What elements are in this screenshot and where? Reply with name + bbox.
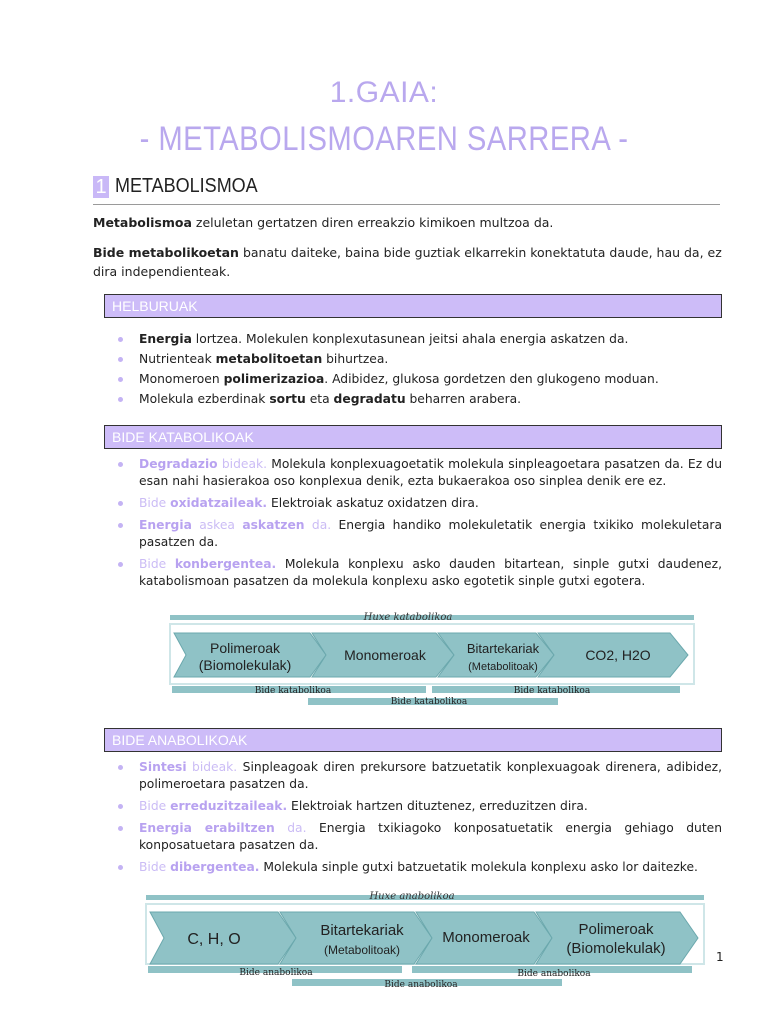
bullet-icon [118, 377, 123, 382]
step-label: Monomeroak [442, 929, 530, 946]
step-label: Bitartekariak [320, 922, 404, 939]
anabolikoak-heading: BIDE ANABOLIKOAK [104, 728, 722, 752]
bullet-icon [118, 765, 123, 770]
list-item: Sintesi bideak. Sinpleagoak diren prekursore batzuetatik konplexuagoak direnera, adibidez, polimeroetara pasatzen da. [118, 759, 722, 793]
step-label: C, H, O [187, 931, 241, 948]
step-sublabel: (Biomolekulak) [566, 940, 666, 957]
katabolikoak-list [118, 456, 722, 590]
bullet-icon [118, 804, 123, 809]
list-item: Bide oxidatzaileak. Elektroiak askatuz oxidatzen dira. [118, 495, 722, 512]
page-number: 1 [716, 950, 724, 964]
pathway-label: Bide katabolikoa [390, 697, 468, 707]
intro-1-bold: Metabolismoa [93, 215, 192, 230]
pathway-label: Bide anabolikoa [517, 969, 591, 979]
step-label: Bitartekariak [466, 641, 540, 656]
section-heading [93, 174, 720, 205]
bullet-icon [118, 523, 123, 528]
diagram-caption: Huxe katabolikoa [363, 612, 453, 623]
bullet-icon [118, 462, 123, 467]
intro-2-text: banatu daiteke, baina bide guztiak elkarrekin konektatuta daude, hau da, ez dira independienteak. [93, 245, 722, 279]
title-line-1: 1.GAIA: [329, 76, 439, 109]
pathway-label: Bide anabolikoa [239, 968, 313, 978]
title-line-2: - METABOLISMOAREN SARRERA - [139, 120, 629, 158]
step-sublabel: (Metabolitoak) [323, 943, 401, 957]
step-sublabel: (Biomolekulak) [198, 657, 292, 673]
bullet-icon [118, 826, 123, 831]
list-item: Energia erabiltzen da. Energia txikiagoko konposatuetatik energia gehiago duten konposatuetara pasatzen da. [118, 820, 722, 854]
intro-1-text: zeluletan gertatzen diren erreakzio kimikoen multzoa da. [191, 215, 554, 230]
helburuak-heading: HELBURUAK [104, 294, 722, 318]
step-label: Polimeroak [578, 921, 654, 938]
bullet-icon [118, 357, 123, 362]
bullet-icon [118, 501, 123, 506]
list-item: Bide erreduzitzaileak. Elektroiak hartzen dituztenez, erreduzitzen dira. [118, 798, 722, 815]
catabolic-flow-diagram [168, 608, 698, 712]
section-number: 1 [93, 176, 109, 198]
helburuak-list [118, 331, 722, 408]
katabolikoak-heading: BIDE KATABOLIKOAK [104, 425, 722, 449]
anabolic-flow-diagram [144, 886, 708, 992]
intro-2-bold: Bide metabolikoetan [93, 245, 239, 260]
section-label: METABOLISMOA [115, 175, 258, 197]
list-item: Energia askea askatzen da. Energia handiko molekuletatik energia txikiko molekuletara pasatzen da. [118, 517, 722, 551]
bullet-icon [118, 865, 123, 870]
list-item: Nutrienteak metabolitoetan bihurtzea. [118, 351, 722, 368]
list-item: Molekula ezberdinak sortu eta degradatu beharren arabera. [118, 391, 722, 408]
list-item: Bide konbergentea. Molekula konplexu asko dauden bitartean, sinple gutxi daudenez, katabolismoan pasatzen da molekula konplexu asko egotetik sinple gutxi egotera. [118, 556, 722, 590]
bullet-icon [118, 397, 123, 402]
anabolikoak-list [118, 759, 722, 876]
step-label: Polimeroak [209, 640, 281, 656]
list-item: Bide dibergentea. Molekula sinple gutxi batzuetatik molekula konplexu asko lor daitezke. [118, 859, 722, 876]
list-item: Monomeroen polimerizazioa. Adibidez, glukosa gordetzen den glukogeno moduan. [118, 371, 722, 388]
pathway-label: Bide anabolikoa [384, 980, 458, 990]
list-item: Energia lortzea. Molekulen konplexutasunean jeitsi ahala energia askatzen da. [118, 331, 722, 348]
pathway-label: Bide katabolikoa [513, 686, 591, 696]
step-label: CO2, H2O [585, 647, 651, 663]
intro-paragraph-1 [93, 213, 723, 232]
list-item: Degradazio bideak. Molekula konplexuagoetatik molekula sinpleagoetara pasatzen da. Ez du esan nahi hasierakoa oso konplexua denik, ezta bukaerakoa oso sinplea denik ere ez. [118, 456, 722, 490]
step-label: Monomeroak [344, 647, 426, 663]
diagram-caption: Huxe anabolikoa [369, 891, 455, 902]
pathway-label: Bide katabolikoa [254, 686, 332, 696]
step-sublabel: (Metabolitoak) [468, 661, 538, 673]
bullet-icon [118, 337, 123, 342]
bullet-icon [118, 562, 123, 567]
intro-paragraph-2 [93, 243, 723, 281]
